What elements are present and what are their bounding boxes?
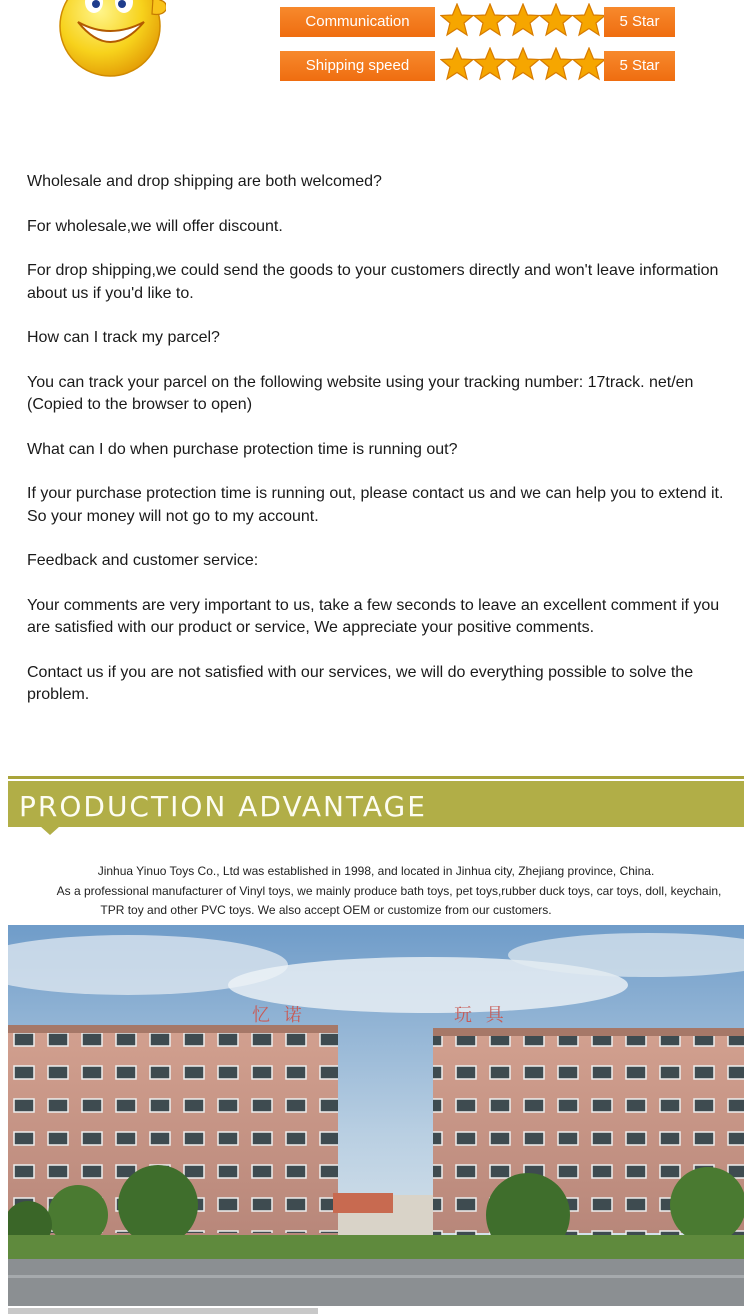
star-icon: [474, 4, 506, 35]
star-icon: [540, 4, 572, 35]
rating-section: [0, 0, 750, 100]
faq-answer: Contact us if you are not satisfied with our services, we will do everything possible to solve the problem.: [27, 663, 694, 703]
company-line: TPR toy and other PVC toys. We also accept OEM or customize from our customers.: [100, 903, 552, 917]
rating-value: 5 Star: [604, 51, 675, 81]
faq-answer: You can track your parcel on the following website using your tracking number: 17track. net/en (Copied to the browser to open): [27, 373, 694, 413]
factory-photo: [8, 925, 744, 1306]
faq-question: What can I do when purchase protection time is running out?: [27, 440, 458, 458]
sign-right: 玩 具: [454, 1005, 508, 1026]
star-rating: [440, 3, 604, 39]
star-icon: [441, 4, 473, 35]
faq-answer: For drop shipping,we could send the goods to your customers directly and won't leave information about us if you'd like to.: [27, 262, 719, 302]
company-line: As a professional manufacturer of Vinyl toys, we mainly produce bath toys, pet toys,rubber duck toys, car toys, doll, keychain,: [56, 883, 722, 898]
smiley-thumbs-up-icon: [58, 0, 166, 78]
faq-answer: Your comments are very important to us, take a few seconds to leave an excellent comment if you are satisfied with our product or service, We appreciate your positive comments.: [27, 596, 720, 636]
star-icon: [441, 48, 473, 79]
faq-question: How can I track my parcel?: [27, 329, 220, 346]
star-icon: [507, 4, 539, 35]
faq-answer: For wholesale,we will offer discount.: [27, 217, 283, 235]
section-divider: [8, 776, 744, 779]
rating-row-shipping-speed: [280, 51, 680, 81]
star-rating: [440, 47, 604, 83]
next-section-edge: [8, 1308, 318, 1314]
company-line: Jinhua Yinuo Toys Co., Ltd was established in 1998, and located in Jinhua city, Zhejiang province, China.: [97, 864, 655, 878]
star-icon: [540, 48, 572, 79]
header-notch: [40, 826, 60, 835]
star-icon: [507, 48, 539, 79]
rating-row-communication: [280, 7, 680, 37]
faq-question: Feedback and customer service:: [27, 552, 259, 569]
sign-left: 忆 诺: [252, 1005, 306, 1026]
rating-label: Shipping speed: [280, 51, 435, 81]
star-icon: [573, 48, 604, 79]
rating-label: Communication: [280, 7, 435, 37]
faq-text: [27, 171, 727, 729]
section-title: PRODUCTION ADVANTAGE: [19, 790, 427, 823]
faq-answer: If your purchase protection time is running out, please contact us and we can help you to extend it. So your money will not go to my account.: [27, 485, 724, 525]
faq-question: Wholesale and drop shipping are both welcomed?: [27, 173, 382, 190]
star-icon: [573, 4, 604, 35]
rating-value: 5 Star: [604, 7, 675, 37]
star-icon: [474, 48, 506, 79]
